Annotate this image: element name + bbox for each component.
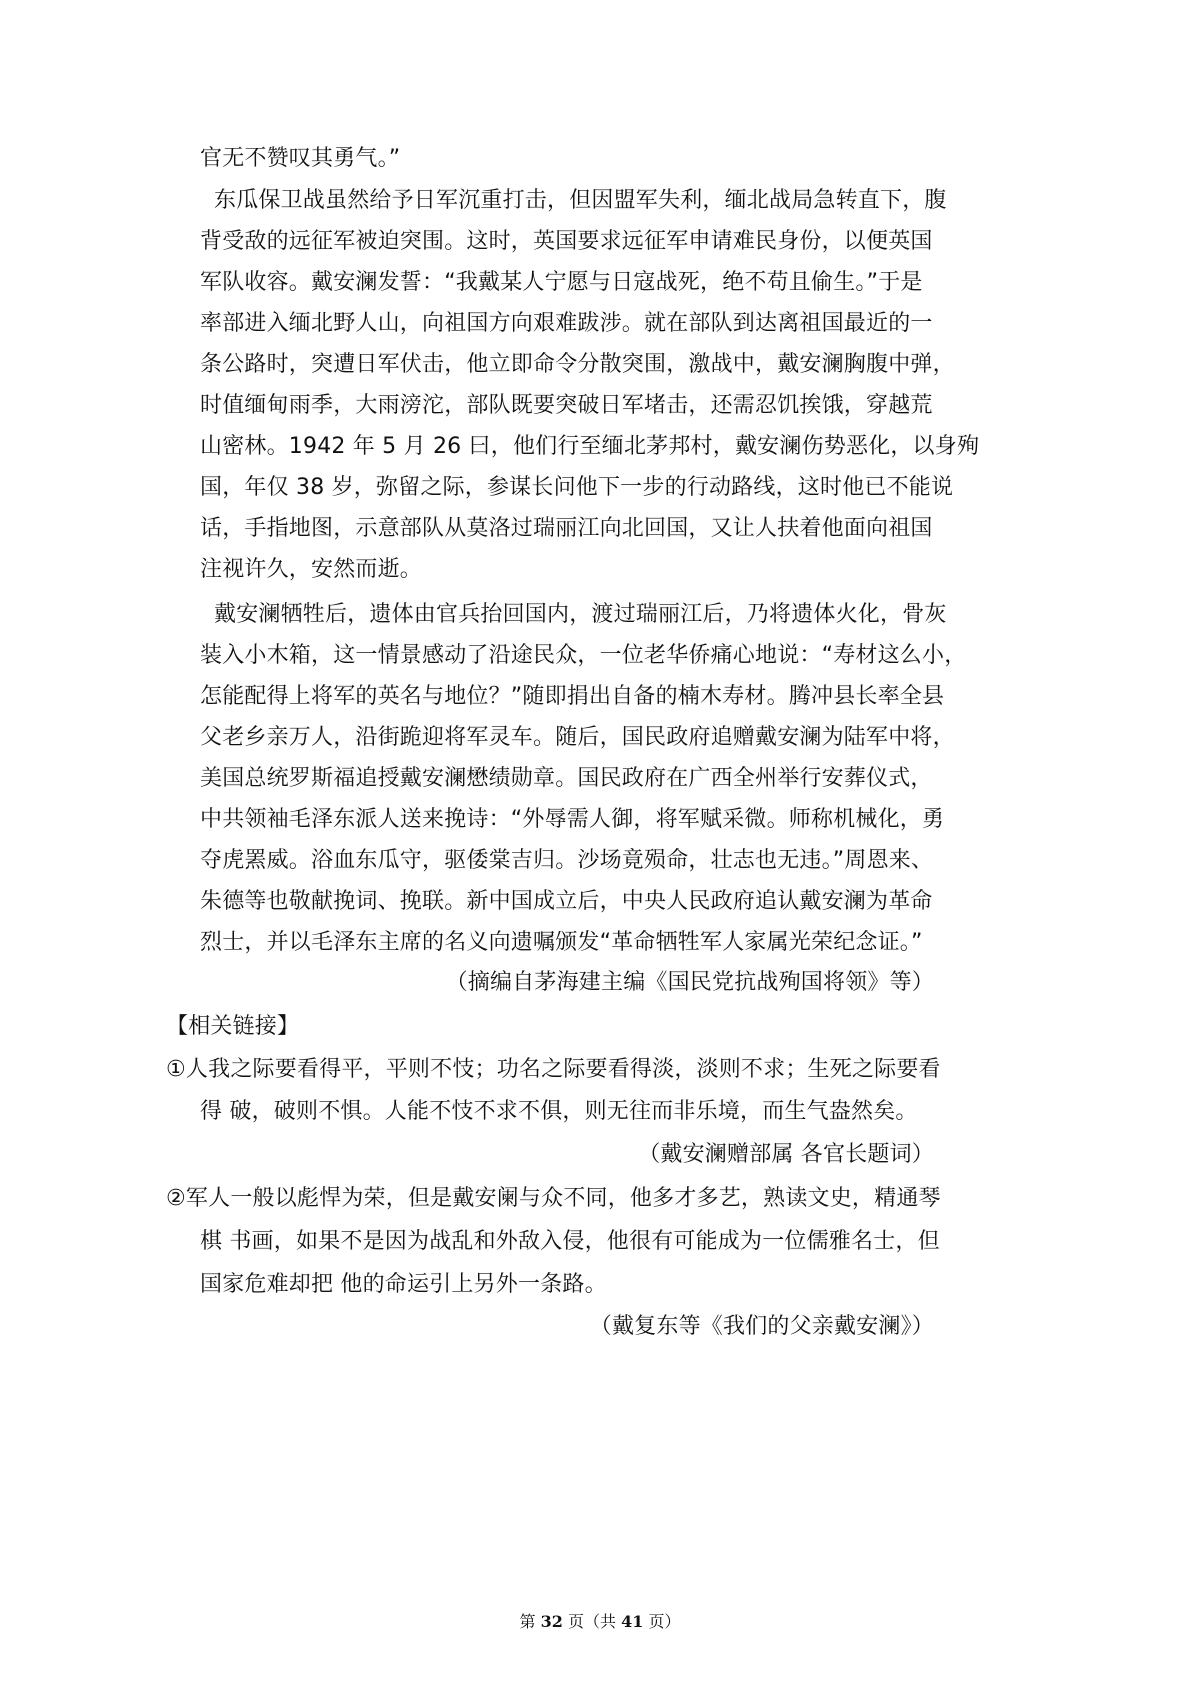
citation-source: （摘编自茅海建主编《国民党抗战殉国将领》等） bbox=[445, 970, 934, 995]
link-item-line: ②军人一般以彪悍为荣，但是戴安阑与众不同，他多才多艺，熟读文史，精通琴 bbox=[166, 1186, 941, 1211]
paragraph-line: 东瓜保卫战虽然给予日军沉重打击，但因盟军失利，缅北战局急转直下，腹 bbox=[214, 188, 947, 213]
link-item-line: ①人我之际要看得平，平则不忮；功名之际要看得淡，淡则不求；生死之际要看 bbox=[166, 1057, 941, 1082]
paragraph-line: 国，年仅 38 岁，弥留之际，参谋长问他下一步的行动路线，这时他已不能说 bbox=[200, 475, 954, 500]
paragraph-line: 条公路时，突遭日军伏击，他立即命令分散突围，激战中，戴安澜胸腹中弹， bbox=[200, 352, 955, 377]
paragraph-line: 官无不赞叹其勇气。” bbox=[200, 146, 401, 171]
paragraph-line: 烈士，并以毛泽东主席的名义向遗嘱颁发“革命牺牲军人家属光荣纪念证。” bbox=[200, 930, 923, 955]
paragraph-line: 中共领袖毛泽东派人送来挽诗：“外辱需人御，将军赋采微。师称机械化，勇 bbox=[200, 807, 945, 832]
current-page-number: 32 bbox=[540, 1612, 563, 1631]
link-item-line: 国家危难却把 他的命运引上另外一条路。 bbox=[200, 1272, 607, 1297]
footer-middle: 页（共 bbox=[562, 1612, 622, 1631]
total-page-number: 41 bbox=[621, 1612, 644, 1631]
paragraph-line: 背受敌的远征军被迫突围。这时，英国要求远征军申请难民身份，以便英国 bbox=[200, 229, 933, 254]
link-item-source: （戴安澜赠部属 各官长题词） bbox=[638, 1142, 934, 1167]
paragraph-line: 美国总统罗斯福追授戴安澜懋绩勋章。国民政府在广西全州举行安葬仪式， bbox=[200, 766, 933, 791]
section-heading: 【相关链接】 bbox=[166, 1014, 300, 1039]
paragraph-line: 父老乡亲万人，沿街跪迎将军灵车。随后，国民政府追赠戴安澜为陆军中将， bbox=[200, 725, 955, 750]
paragraph-line: 率部进入缅北野人山，向祖国方向艰难跋涉。就在部队到达离祖国最近的一 bbox=[200, 311, 933, 336]
paragraph-line: 怎能配得上将军的英名与地位？”随即捐出自备的楠木寿材。腾冲县长率全县 bbox=[200, 684, 945, 709]
paragraph-line: 军队收容。戴安澜发誓：“我戴某人宁愿与日寇战死，绝不苟且偷生。”于是 bbox=[200, 270, 923, 295]
paragraph-line: 注视许久，安然而逝。 bbox=[200, 557, 423, 582]
paragraph-line: 时值缅甸雨季，大雨滂沱，部队既要突破日军堵击，还需忍饥挨饿，穿越荒 bbox=[200, 393, 933, 418]
paragraph-line: 装入小木箱，这一情景感动了沿途民众，一位老华侨痛心地说：“寿材这么小， bbox=[200, 643, 967, 668]
footer-suffix: 页） bbox=[643, 1612, 681, 1631]
link-item-line: 得 破，破则不惧。人能不忮不求不俱，则无往而非乐境，而生气盎然矣。 bbox=[200, 1099, 918, 1124]
paragraph-line: 山密林。1942 年 5 月 26 曰，他们行至缅北茅邦村，戴安澜伤势恶化，以身殉 bbox=[200, 434, 980, 459]
paragraph-line: 戴安澜牺牲后，遗体由官兵抬回国内，渡过瑞丽江后，乃将遗体火化，骨灰 bbox=[214, 602, 947, 627]
link-item-line: 棋 书画，如果不是因为战乱和外敌入侵，他很有可能成为一位儒雅名士，但 bbox=[200, 1229, 940, 1254]
footer-prefix: 第 bbox=[519, 1612, 541, 1631]
paragraph-line: 夺虎罴威。浴血东瓜守，驱倭棠吉归。沙场竟殒命，壮志也无违。”周恩来、 bbox=[200, 848, 934, 873]
paragraph-line: 话，手指地图，示意部队从莫洛过瑞丽江向北回国，又让人扶着他面向祖国 bbox=[200, 516, 933, 541]
link-item-source: （戴复东等《我们的父亲戴安澜》） bbox=[589, 1314, 934, 1339]
paragraph-line: 朱德等也敬献挽词、挽联。新中国成立后，中央人民政府追认戴安澜为革命 bbox=[200, 889, 933, 914]
page-footer bbox=[0, 1610, 1200, 1634]
